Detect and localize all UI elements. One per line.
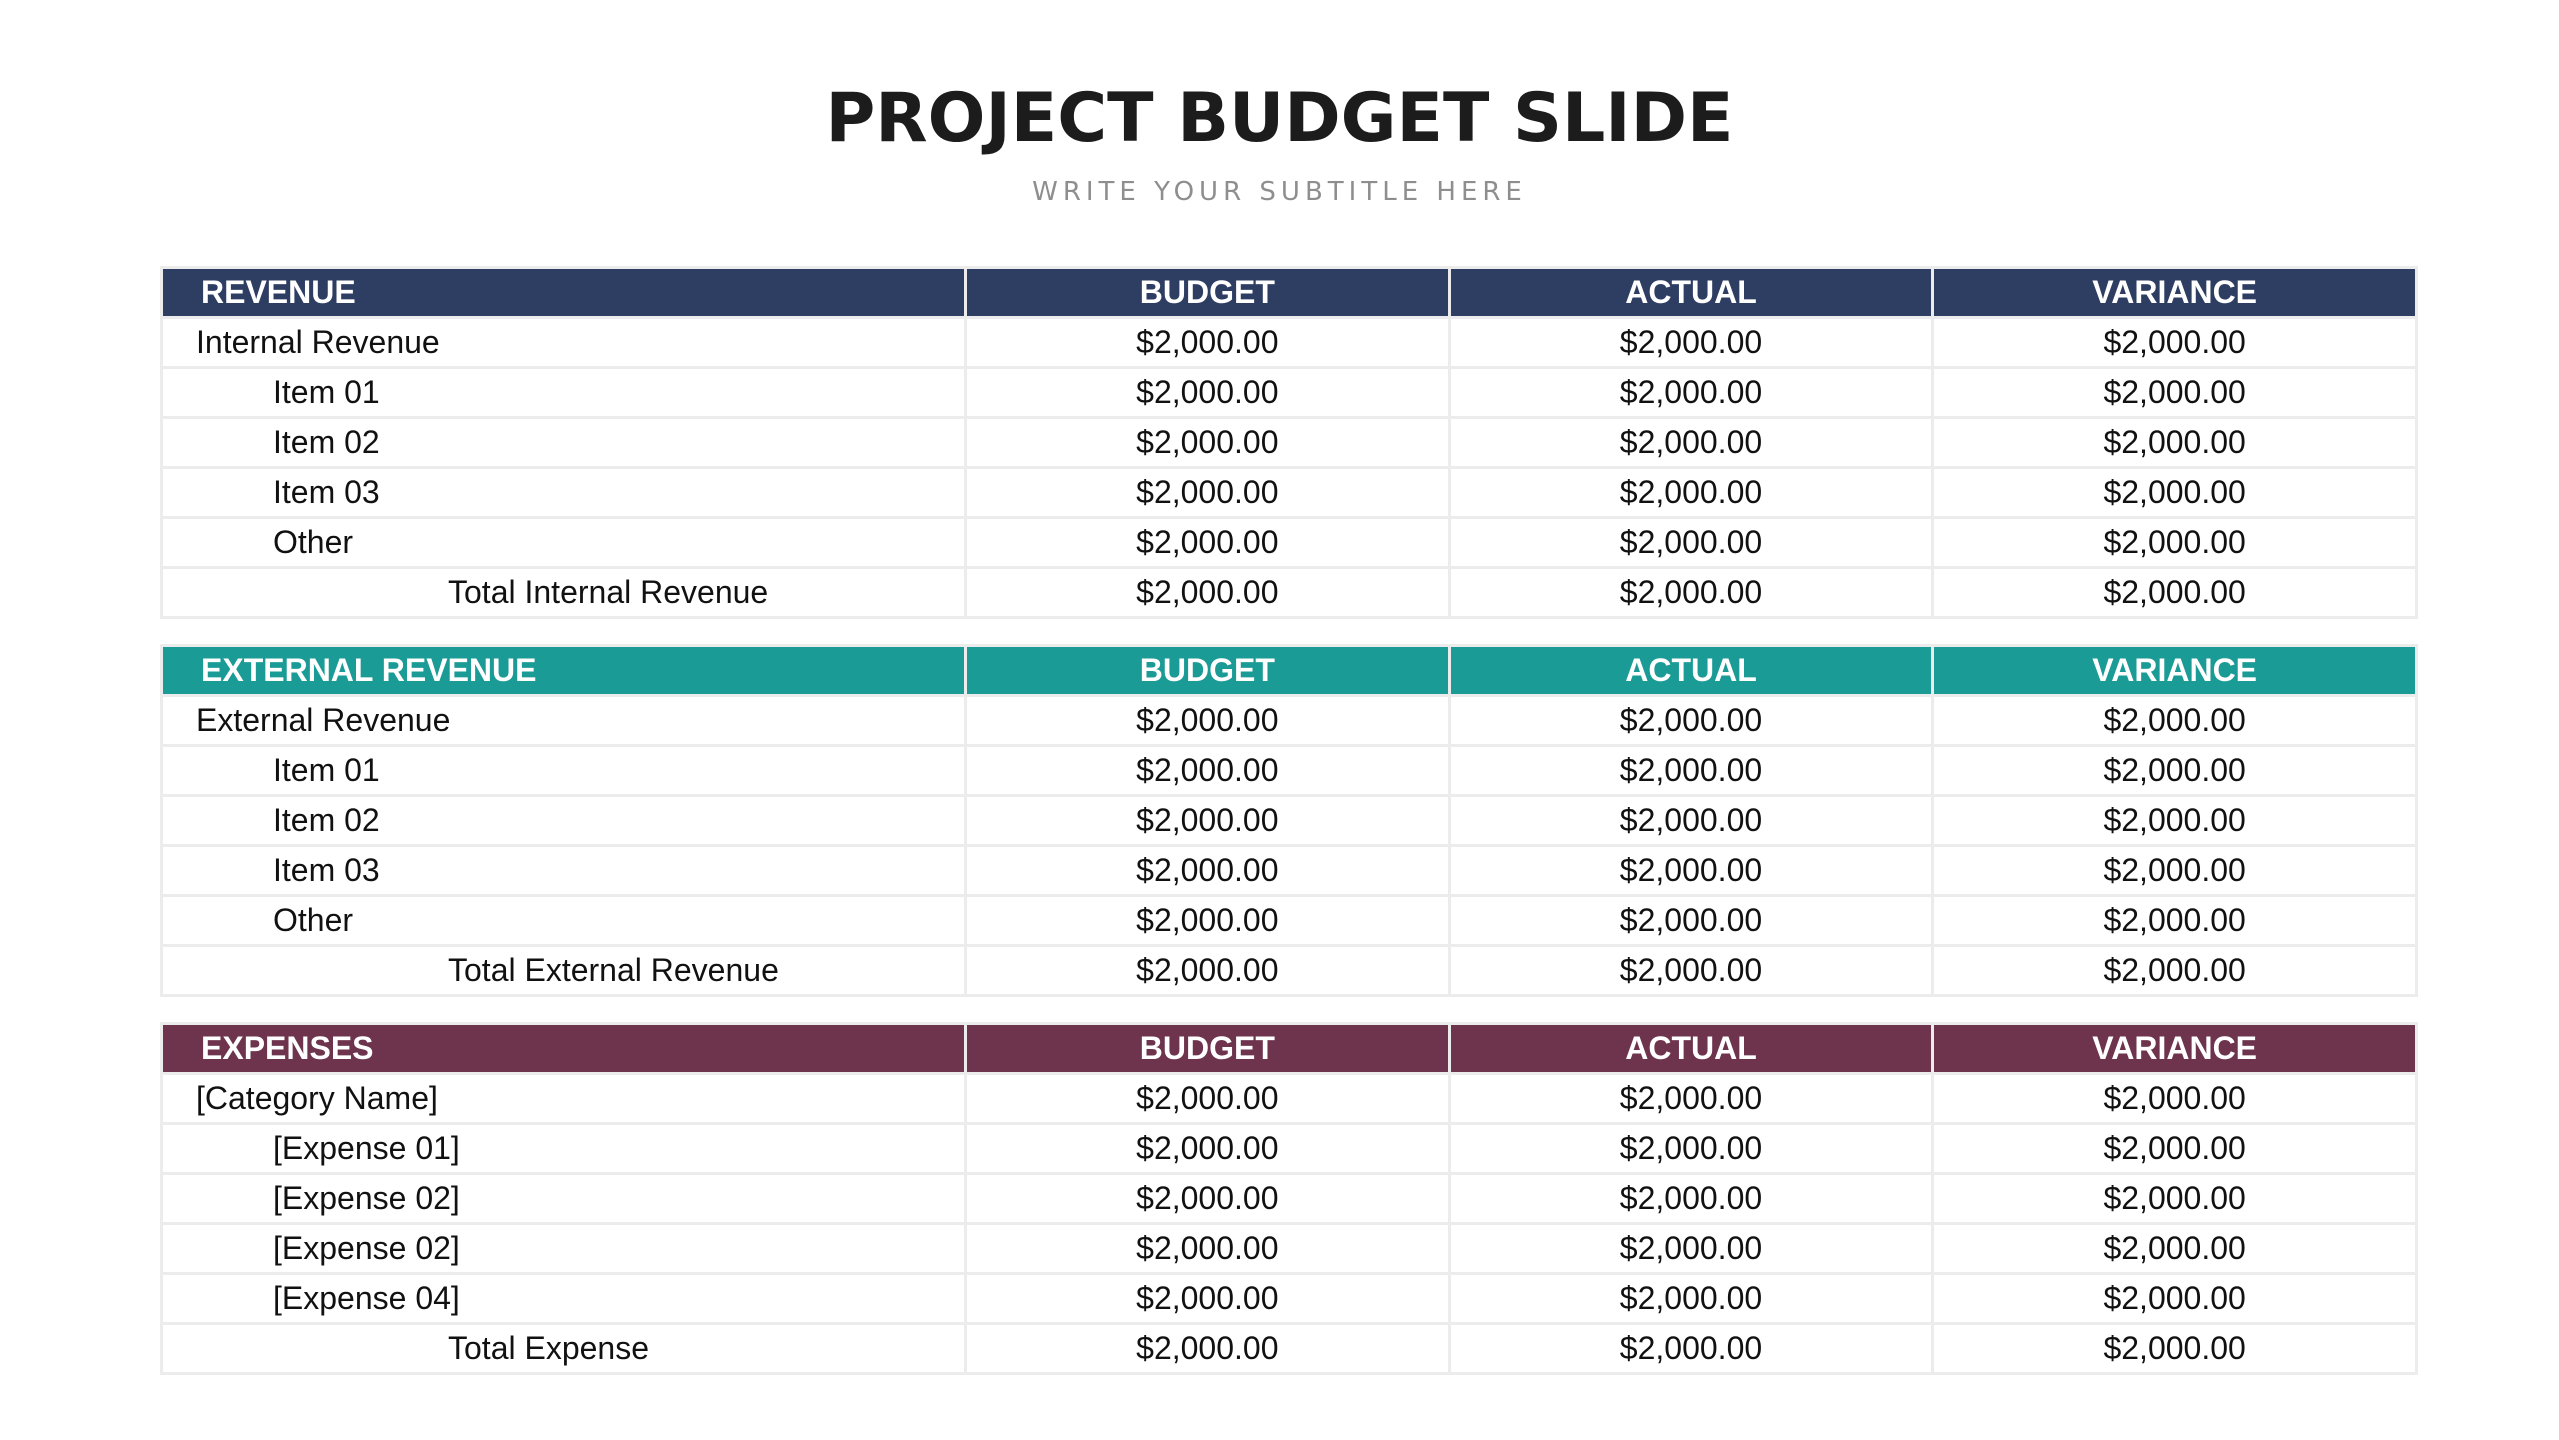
table-row — [162, 518, 2417, 568]
budget-value: $2,000.00 — [966, 1324, 1450, 1374]
table-row — [162, 1224, 2417, 1274]
row-label: External Revenue — [162, 696, 966, 746]
actual-value: $2,000.00 — [1449, 946, 1933, 996]
variance-value: $2,000.00 — [1933, 1224, 2417, 1274]
slide-title: PROJECT BUDGET SLIDE — [825, 79, 1734, 158]
slide-subtitle: WRITE YOUR SUBTITLE HERE — [1032, 177, 1527, 207]
row-label: [Category Name] — [162, 1074, 966, 1124]
variance-value: $2,000.00 — [1933, 746, 2417, 796]
section-heading: EXPENSES — [162, 1024, 966, 1074]
variance-value: $2,000.00 — [1933, 896, 2417, 946]
actual-value: $2,000.00 — [1449, 568, 1933, 618]
row-label: Item 02 — [162, 418, 966, 468]
section-heading: REVENUE — [162, 268, 966, 318]
actual-value: $2,000.00 — [1449, 896, 1933, 946]
row-label: [Expense 04] — [162, 1274, 966, 1324]
variance-value: $2,000.00 — [1933, 946, 2417, 996]
variance-value: $2,000.00 — [1933, 1274, 2417, 1324]
budget-value: $2,000.00 — [966, 796, 1450, 846]
table-row — [162, 896, 2417, 946]
variance-value: $2,000.00 — [1933, 1324, 2417, 1374]
row-label: Item 03 — [162, 846, 966, 896]
variance-column-heading: VARIANCE — [1933, 646, 2417, 696]
actual-value: $2,000.00 — [1449, 368, 1933, 418]
budget-value: $2,000.00 — [966, 1124, 1450, 1174]
row-label: Item 02 — [162, 796, 966, 846]
actual-value: $2,000.00 — [1449, 746, 1933, 796]
budget-value: $2,000.00 — [966, 946, 1450, 996]
actual-value: $2,000.00 — [1449, 846, 1933, 896]
table-row — [162, 746, 2417, 796]
actual-value: $2,000.00 — [1449, 796, 1933, 846]
budget-value: $2,000.00 — [966, 1274, 1450, 1324]
table-row — [162, 1074, 2417, 1124]
actual-value: $2,000.00 — [1449, 1224, 1933, 1274]
budget-value: $2,000.00 — [966, 1074, 1450, 1124]
variance-value: $2,000.00 — [1933, 1174, 2417, 1224]
table-row — [162, 1174, 2417, 1224]
variance-value: $2,000.00 — [1933, 318, 2417, 368]
budget-value: $2,000.00 — [966, 318, 1450, 368]
row-label: Other — [162, 518, 966, 568]
row-label: Item 01 — [162, 368, 966, 418]
section-heading: EXTERNAL REVENUE — [162, 646, 966, 696]
table-row — [162, 468, 2417, 518]
table-row — [162, 368, 2417, 418]
row-label: Other — [162, 896, 966, 946]
budget-value: $2,000.00 — [966, 368, 1450, 418]
variance-column-heading: VARIANCE — [1933, 268, 2417, 318]
actual-column-heading: ACTUAL — [1449, 268, 1933, 318]
budget-value: $2,000.00 — [966, 746, 1450, 796]
table-row — [162, 1124, 2417, 1174]
actual-value: $2,000.00 — [1449, 318, 1933, 368]
budget-column-heading: BUDGET — [966, 1024, 1450, 1074]
budget-value: $2,000.00 — [966, 1174, 1450, 1224]
budget-value: $2,000.00 — [966, 846, 1450, 896]
variance-value: $2,000.00 — [1933, 1124, 2417, 1174]
row-label: Total Internal Revenue — [162, 568, 966, 618]
variance-value: $2,000.00 — [1933, 696, 2417, 746]
actual-value: $2,000.00 — [1449, 1174, 1933, 1224]
budget-value: $2,000.00 — [966, 1224, 1450, 1274]
actual-value: $2,000.00 — [1449, 468, 1933, 518]
row-label: [Expense 02] — [162, 1224, 966, 1274]
actual-value: $2,000.00 — [1449, 1324, 1933, 1374]
actual-value: $2,000.00 — [1449, 518, 1933, 568]
external-revenue-table — [160, 644, 2418, 997]
table-row — [162, 318, 2417, 368]
row-label: Total Expense — [162, 1324, 966, 1374]
variance-value: $2,000.00 — [1933, 468, 2417, 518]
row-label: Internal Revenue — [162, 318, 966, 368]
budget-value: $2,000.00 — [966, 696, 1450, 746]
budget-column-heading: BUDGET — [966, 268, 1450, 318]
variance-value: $2,000.00 — [1933, 1074, 2417, 1124]
total-row — [162, 568, 2417, 618]
actual-column-heading: ACTUAL — [1449, 1024, 1933, 1074]
variance-column-heading: VARIANCE — [1933, 1024, 2417, 1074]
budget-column-heading: BUDGET — [966, 646, 1450, 696]
revenue-table — [160, 266, 2418, 619]
actual-value: $2,000.00 — [1449, 1274, 1933, 1324]
table-row — [162, 418, 2417, 468]
variance-value: $2,000.00 — [1933, 846, 2417, 896]
budget-value: $2,000.00 — [966, 418, 1450, 468]
row-label: [Expense 02] — [162, 1174, 966, 1224]
budget-value: $2,000.00 — [966, 568, 1450, 618]
variance-value: $2,000.00 — [1933, 796, 2417, 846]
expenses-table — [160, 1022, 2418, 1375]
actual-value: $2,000.00 — [1449, 418, 1933, 468]
total-row — [162, 1324, 2417, 1374]
row-label: Item 03 — [162, 468, 966, 518]
variance-value: $2,000.00 — [1933, 418, 2417, 468]
table-header-row — [162, 646, 2417, 696]
actual-value: $2,000.00 — [1449, 1074, 1933, 1124]
actual-column-heading: ACTUAL — [1449, 646, 1933, 696]
variance-value: $2,000.00 — [1933, 368, 2417, 418]
budget-value: $2,000.00 — [966, 896, 1450, 946]
variance-value: $2,000.00 — [1933, 518, 2417, 568]
table-row — [162, 846, 2417, 896]
row-label: Item 01 — [162, 746, 966, 796]
row-label: [Expense 01] — [162, 1124, 966, 1174]
table-header-row — [162, 268, 2417, 318]
budget-value: $2,000.00 — [966, 518, 1450, 568]
table-header-row — [162, 1024, 2417, 1074]
budget-value: $2,000.00 — [966, 468, 1450, 518]
actual-value: $2,000.00 — [1449, 1124, 1933, 1174]
table-row — [162, 696, 2417, 746]
table-row — [162, 796, 2417, 846]
variance-value: $2,000.00 — [1933, 568, 2417, 618]
total-row — [162, 946, 2417, 996]
table-row — [162, 1274, 2417, 1324]
actual-value: $2,000.00 — [1449, 696, 1933, 746]
row-label: Total External Revenue — [162, 946, 966, 996]
